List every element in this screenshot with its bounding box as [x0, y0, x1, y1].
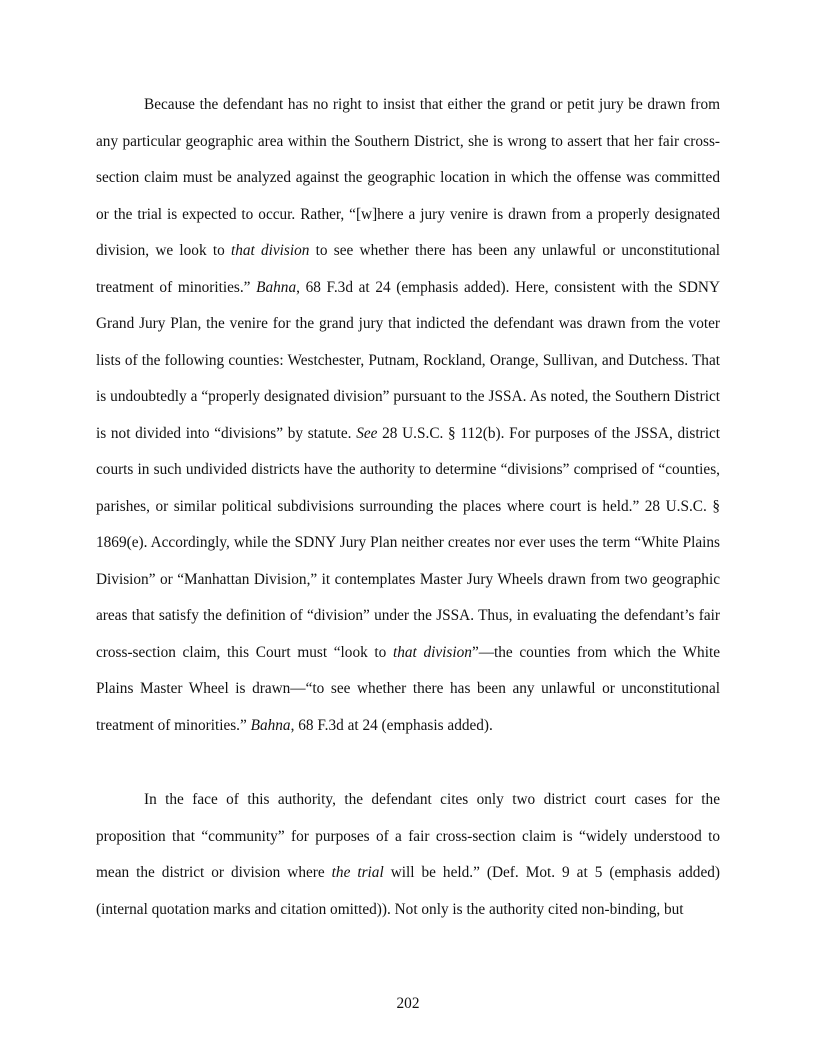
paragraph-text: , 68 F.3d at 24 (emphasis added). Here, consistent with the SDNY Grand Jury Plan, the venire for the grand jury that indicted the defendant was drawn from the voter lists of the following counties: Westchester, Putnam, Rockland, Orange, Sullivan, and Dutchess. That is undoubtedly a “properly designated division” pursuant to the JSSA. As noted, the Southern District is not divided into “divisions” by statute.: [96, 278, 721, 442]
paragraph-text: Because the defendant has no right to insist that either the grand or petit jury be drawn from any particular geographic area within the Southern District, she is wrong to assert that her fair cross-section claim must be analyzed against the geographic location in which the offense was committed or the trial is expected to occur. Rather, “[w]here a jury venire is drawn from a properly designated division, we look to: [96, 96, 720, 259]
body-paragraph: [96, 782, 720, 928]
body-paragraph: [96, 87, 720, 744]
citation-signal: See: [356, 424, 378, 442]
paragraph-text: to see whether there has been any unlawful or unconstitutional treatment of minorities.”: [96, 242, 720, 296]
emphasis-text: that division: [230, 242, 310, 259]
paragraph-text: will be held.” (Def. Mot. 9 at 5 (emphasis added) (internal quotation marks and citation omitted)). Not only is the authority cited non-binding, but: [96, 864, 720, 918]
emphasis-text: the trial: [331, 864, 384, 881]
emphasis-text: that division: [393, 643, 472, 661]
case-name: Bahna: [250, 716, 291, 734]
page-number: 202: [396, 995, 420, 1012]
paragraph-text: ”—the counties from which the White Plains Master Wheel is drawn—“to see whether there has been any unlawful or unconstitutional treatment of minorities.”: [96, 643, 721, 734]
paragraph-text: , 68 F.3d at 24 (emphasis added).: [290, 716, 493, 734]
paragraph-text: In the face of this authority, the defendant cites only two district court cases for the proposition that “community” for purposes of a fair cross-section claim is “widely understood to mean the district or division where: [96, 791, 720, 881]
case-name: Bahna: [256, 278, 297, 296]
paragraph-text: 28 U.S.C. § 112(b). For purposes of the JSSA, district courts in such undivided districts have the authority to determine “divisions” comprised of “counties, parishes, or similar political subdivisions surrounding the places where court is held.” 28 U.S.C. § 1869(e). Accordingly, while the SDNY Jury Plan neither creates nor ever uses the term “White Plains Division” or “Manhattan Division,” it contemplates Master Jury Wheels drawn from two geographic areas that satisfy the definition of “division” under the JSSA. Thus, in evaluating the defendant’s fair cross-section claim, this Court must “look to: [96, 424, 720, 661]
